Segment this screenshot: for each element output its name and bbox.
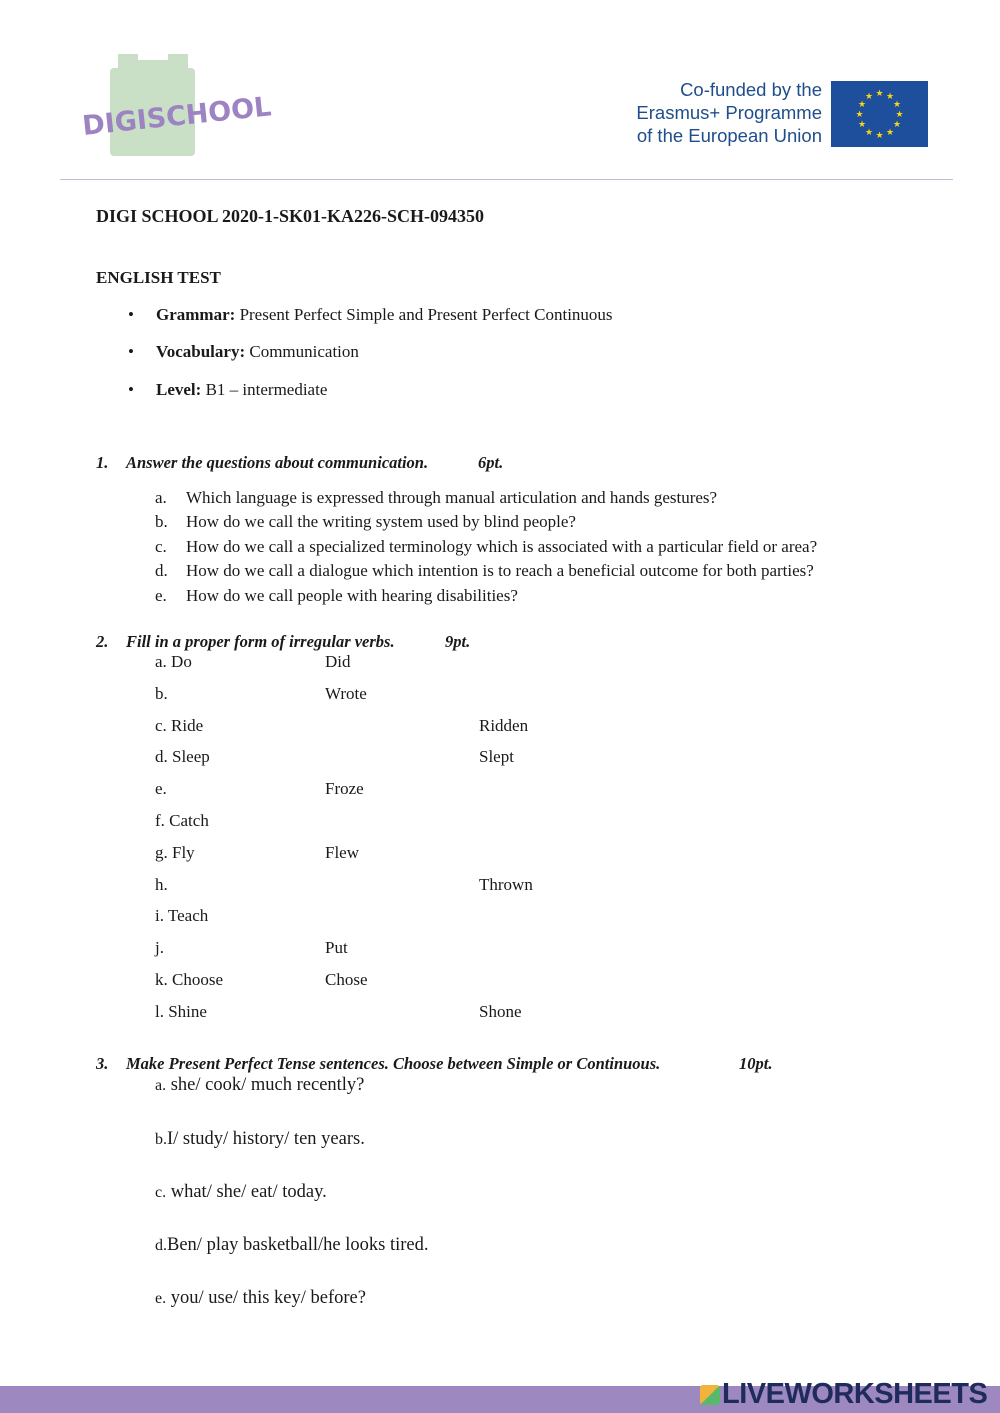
svg-text:★: ★ [857,100,867,110]
bullet-text: Present Perfect Simple and Present Perfect Continuous [239,305,613,324]
header-divider [60,179,953,180]
bullet-text: B1 – intermediate [205,380,328,399]
verb-cell-base: c. Ride [155,715,204,735]
q3-item [155,1129,365,1150]
verb-cell-participle: Shone [479,1001,522,1021]
item-letter: b. [155,512,168,531]
svg-text:★: ★ [892,120,902,130]
eu-line: Erasmus+ Programme [636,102,822,123]
bullet-label: Level: [156,380,202,399]
question-number: 2. [96,632,109,651]
item-text: How do we call a specialized terminology which is associated with a particular field or area? [186,537,818,556]
q3-item [155,1288,366,1309]
verb-cell-participle: Slept [479,747,514,767]
question-points: 6pt. [478,453,504,472]
verb-cell-past: Flew [325,842,359,862]
q3-item [155,1075,364,1096]
bullet-text: Communication [249,342,359,361]
verb-cell-base: i. Teach [155,906,209,926]
item-text: How do we call the writing system used by blind people? [186,512,576,531]
document-title: DIGI SCHOOL 2020-1-SK01-KA226-SCH-094350 [96,206,485,226]
item-letter: a. [155,1077,167,1094]
svg-text:★: ★ [875,131,884,141]
item-letter: a. [155,488,167,507]
item-letter: d. [155,561,168,580]
question-text: Answer the questions about communication. [126,453,429,472]
verb-cell-past: Did [325,652,351,671]
bullet-dot: • [128,305,134,324]
item-text: you/ use/ this key/ before? [170,1288,366,1308]
item-letter: c. [155,537,167,556]
brand-text: LIVEWORKSHEETS [722,1378,988,1410]
bullet-dot: • [128,342,134,361]
verb-cell-participle: Thrown [479,874,533,894]
svg-text:★: ★ [892,100,902,110]
question-text: Fill in a proper form of irregular verbs. [126,632,395,651]
q3-item [155,1182,327,1203]
verb-cell-base: g. Fly [155,842,195,862]
item-text: How do we call people with hearing disabilities? [186,586,518,605]
bullet-label: Vocabulary: [156,342,246,361]
item-letter: b. [155,1131,167,1148]
verb-cell-base: h. [155,874,168,894]
verb-cell-participle: Ridden [479,715,529,735]
verb-cell-base: j. [155,938,164,958]
q3-item [155,1235,429,1256]
svg-text:★: ★ [864,92,874,102]
question-text: Make Present Perfect Tense sentences. Choose between Simple or Continuous. [126,1054,661,1073]
verb-cell-base: a. Do [155,652,192,671]
question-points: 10pt. [739,1054,773,1073]
verb-cell-base: d. Sleep [155,747,210,767]
item-text: Which language is expressed through manual articulation and hands gestures? [186,488,718,507]
item-letter: e. [155,1290,167,1307]
item-text: she/ cook/ much recently? [170,1075,365,1095]
verb-cell-base: f. Catch [155,811,209,830]
bullet-dot: • [128,380,134,399]
document-subtitle: ENGLISH TEST [96,268,221,287]
verb-cell-base: e. [155,779,167,799]
liveworksheets-icon [700,1385,720,1405]
item-text: How do we call a dialogue which intention is to reach a beneficial outcome for both parties? [186,561,814,580]
svg-text:★: ★ [875,89,884,99]
item-letter: c. [155,1184,167,1201]
eu-funding-text [600,78,822,147]
verb-cell-base: b. [155,683,168,703]
svg-text:★: ★ [857,120,867,130]
question-number: 3. [96,1054,109,1073]
logo-text: DIGISCHOOL [80,91,273,143]
item-letter: e. [155,586,167,605]
item-letter: d. [155,1237,167,1254]
verb-cell-base: l. Shine [155,1001,207,1021]
item-text: Ben/ play basketball/he looks tired. [167,1235,429,1255]
item-text: I/ study/ history/ ten years. [167,1129,365,1149]
item-text: what/ she/ eat/ today. [170,1182,327,1202]
svg-text:★: ★ [885,128,895,138]
digischool-logo [80,48,273,158]
eu-line: Co-funded by the [680,79,822,100]
eu-line: of the European Union [636,125,822,146]
question-number: 1. [96,453,109,472]
bullet-label: Grammar: [156,305,236,324]
liveworksheets-brand[interactable] [700,1378,987,1411]
verb-cell-past: Wrote [325,683,367,703]
svg-text:★: ★ [864,128,874,138]
svg-text:★: ★ [895,110,904,120]
verb-cell-past: Put [325,938,348,958]
verb-cell-base: k. Choose [155,970,223,989]
verb-cell-past: Froze [325,779,364,799]
question-points: 9pt. [445,632,471,651]
svg-text:★: ★ [855,110,864,120]
svg-text:★: ★ [885,92,895,102]
eu-flag [831,81,928,147]
verb-cell-past: Chose [325,970,368,989]
